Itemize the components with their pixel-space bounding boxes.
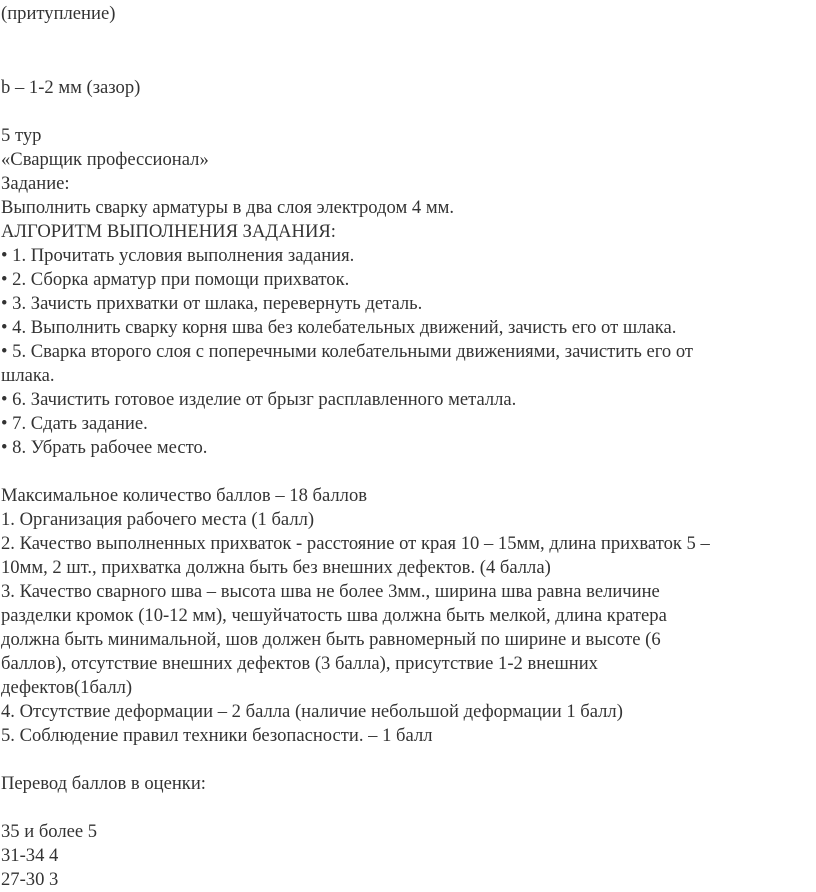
text-line-algorithm-heading: АЛГОРИТМ ВЫПОЛНЕНИЯ ЗАДАНИЯ: xyxy=(1,221,336,242)
list-item-criterion-2: 2. Качество выполненных прихваток - расстояние от края 10 – 15мм, длина прихваток 5 – xyxy=(1,533,710,554)
list-item-step-6: • 6. Зачистить готовое изделие от брызг расплавленного металла. xyxy=(1,389,517,410)
list-item-step-3: • 3. Зачисть прихватки от шлака, перевернуть деталь. xyxy=(1,293,423,314)
list-item-criterion-3-cont-2: должна быть минимальной, шов должен быть равномерный по ширине и высоте (6 xyxy=(1,629,661,650)
list-item-criterion-5: 5. Соблюдение правил техники безопасности. – 1 балл xyxy=(1,725,433,746)
list-item-step-4: • 4. Выполнить сварку корня шва без колебательных движений, зачисть его от шлака. xyxy=(1,317,677,338)
list-item-criterion-2-cont: 10мм, 2 шт., прихватка должна быть без внешних дефектов. (4 балла) xyxy=(1,557,551,578)
text-line-task: Выполнить сварку арматуры в два слоя электродом 4 мм. xyxy=(1,197,454,218)
list-item-criterion-4: 4. Отсутствие деформации – 2 балла (наличие небольшой деформации 1 балл) xyxy=(1,701,623,722)
text-line-task-heading: Задание: xyxy=(1,173,70,194)
list-item-criterion-1: 1. Организация рабочего места (1 балл) xyxy=(1,509,315,530)
text-line-grade-5: 35 и более 5 xyxy=(1,821,98,842)
list-item-criterion-3-cont-3: баллов), отсутствие внешних дефектов (3 балла), присутствие 1-2 внешних xyxy=(1,653,598,674)
list-item-criterion-3-cont-1: разделки кромок (10-12 мм), чешуйчатость шва должна быть мелкой, длина кратера xyxy=(1,605,667,626)
list-item-step-5: • 5. Сварка второго слоя с поперечными колебательными движениями, зачистить его от xyxy=(1,341,693,362)
text-line-gap: b – 1-2 мм (зазор) xyxy=(1,77,141,98)
text-line-round: 5 тур xyxy=(1,125,42,146)
list-item-step-7: • 7. Сдать задание. xyxy=(1,413,148,434)
list-item-step-1: • 1. Прочитать условия выполнения задания. xyxy=(1,245,355,266)
list-item-criterion-3-cont-4: дефектов(1балл) xyxy=(1,677,133,698)
list-item-step-8: • 8. Убрать рабочее место. xyxy=(1,437,208,458)
list-item-step-2: • 2. Сборка арматур при помощи прихваток. xyxy=(1,269,350,290)
list-item-step-5-cont: шлака. xyxy=(1,365,55,386)
text-line-max-score: Максимальное количество баллов – 18 баллов xyxy=(1,485,368,506)
text-line-grade-heading: Перевод баллов в оценки: xyxy=(1,773,206,794)
text-line-contest-title: «Сварщик профессионал» xyxy=(1,149,209,170)
text-line-blunting: (притупление) xyxy=(1,3,116,24)
text-line-grade-4: 31-34 4 xyxy=(1,845,59,866)
list-item-criterion-3: 3. Качество сварного шва – высота шва не более 3мм., ширина шва равна величине xyxy=(1,581,660,602)
text-line-grade-3: 27-30 3 xyxy=(1,869,59,890)
